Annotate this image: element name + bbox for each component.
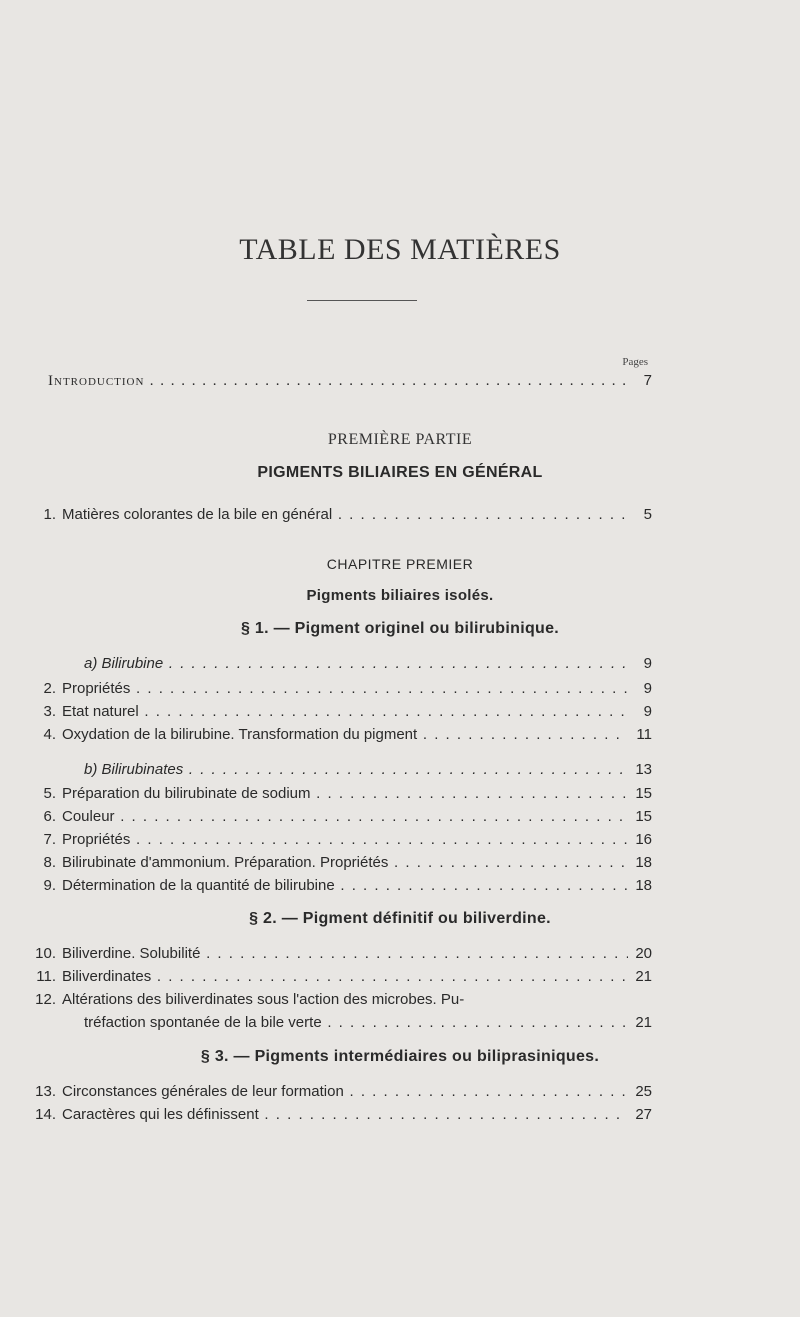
toc-entry-number: 4.	[43, 726, 56, 743]
toc-entry-text: Bilirubinate d'ammonium. Préparation. Propriétés . . .	[62, 853, 628, 873]
section-heading-2: § 2. — Pigment définitif ou biliverdine.	[249, 910, 551, 927]
toc-entry-continuation	[0, 1013, 800, 1033]
chapter-heading: CHAPITRE PREMIER	[326, 556, 474, 572]
toc-entry-text: Introduction . . .	[48, 371, 628, 391]
toc-entry	[0, 944, 800, 964]
toc-entry-number: 1.	[43, 506, 56, 523]
toc-entry-text: Préparation du bilirubinate de sodium . . .	[62, 784, 628, 804]
toc-entry-page: 20	[635, 945, 652, 962]
toc-entry-number: 9.	[43, 877, 56, 894]
toc-entry	[0, 1082, 800, 1102]
toc-entry-number: 6.	[43, 808, 56, 825]
toc-entry-page: 11	[636, 726, 652, 743]
toc-entry-introduction	[0, 371, 800, 391]
toc-entry-text: Circonstances générales de leur formation . . .	[62, 1082, 628, 1102]
toc-entry-page: 16	[635, 831, 652, 848]
toc-entry-text: Caractères qui les définissent . . .	[62, 1105, 628, 1125]
toc-entry-text: Matières colorantes de la bile en général . . .	[62, 505, 628, 525]
toc-entry-number: 7.	[43, 831, 56, 848]
toc-entry-page: 7	[643, 372, 652, 389]
toc-entry-text-line1: Altérations des biliverdinates sous l'action des microbes. Pu-	[62, 991, 465, 1008]
toc-entry-page: 15	[635, 808, 652, 825]
toc-entry-page: 27	[635, 1106, 652, 1123]
toc-entry	[0, 505, 800, 525]
toc-entry-text: Détermination de la quantité de bilirubine . . .	[62, 876, 628, 896]
toc-subentry-bilirubine	[0, 654, 800, 674]
toc-entry-page: 15	[635, 785, 652, 802]
toc-entry-text: Propriétés . . .	[62, 830, 628, 850]
toc-entry-page: 25	[635, 1083, 652, 1100]
toc-entry-text: tréfaction spontanée de la bile verte . . .	[84, 1013, 628, 1033]
toc-entry-text: Oxydation de la bilirubine. Transformation du pigment . . .	[62, 725, 628, 745]
toc-entry-number: 2.	[43, 680, 56, 697]
toc-entry-page: 13	[635, 761, 652, 778]
toc-entry	[0, 967, 800, 987]
toc-entry-number: 5.	[43, 785, 56, 802]
toc-entry-page: 18	[635, 877, 652, 894]
toc-entry-text: a) Bilirubine . . .	[84, 654, 628, 674]
toc-subentry-bilirubinates	[0, 760, 800, 780]
title-divider	[307, 300, 417, 301]
toc-entry-text: Biliverdinates . . .	[62, 967, 628, 987]
toc-entry	[0, 725, 800, 745]
toc-entry	[0, 807, 800, 827]
toc-entry-number: 10.	[35, 945, 56, 962]
toc-entry-number: 3.	[43, 703, 56, 720]
toc-entry-page: 21	[635, 968, 652, 985]
chapter-subheading: Pigments biliaires isolés.	[306, 587, 494, 604]
toc-entry	[0, 853, 800, 873]
toc-entry-page: 18	[635, 854, 652, 871]
toc-entry	[0, 702, 800, 722]
toc-entry-number: 8.	[43, 854, 56, 871]
toc-entry	[0, 876, 800, 896]
toc-entry-page: 9	[643, 680, 652, 697]
toc-entry-page: 9	[643, 703, 652, 720]
toc-entry-number: 13.	[35, 1083, 56, 1100]
part-heading: PREMIÈRE PARTIE	[327, 431, 473, 448]
pages-column-header: Pages	[622, 356, 648, 368]
toc-entry-number: 14.	[35, 1106, 56, 1123]
toc-entry-page: 9	[643, 655, 652, 672]
page-title: TABLE DES MATIÈRES	[239, 233, 561, 266]
toc-entry-page: 21	[635, 1014, 652, 1031]
section-heading-3: § 3. — Pigments intermédiaires ou biliprasiniques.	[200, 1048, 600, 1065]
toc-entry-text: Couleur . . .	[62, 807, 628, 827]
toc-entry-number: 12.	[35, 991, 56, 1008]
toc-entry	[0, 1105, 800, 1125]
toc-entry-text: Propriétés . . .	[62, 679, 628, 699]
toc-entry-multiline	[0, 990, 800, 1010]
toc-entry	[0, 679, 800, 699]
toc-entry-page: 5	[643, 506, 652, 523]
part-subheading: PIGMENTS BILIAIRES EN GÉNÉRAL	[257, 464, 543, 481]
toc-entry-text: b) Bilirubinates . . .	[84, 760, 628, 780]
section-heading-1: § 1. — Pigment originel ou bilirubinique.	[240, 620, 560, 637]
toc-entry-text: Etat naturel . . .	[62, 702, 628, 722]
toc-entry	[0, 784, 800, 804]
toc-entry-number: 11.	[36, 968, 56, 985]
toc-entry	[0, 830, 800, 850]
toc-entry-text: Biliverdine. Solubilité . . .	[62, 944, 628, 964]
